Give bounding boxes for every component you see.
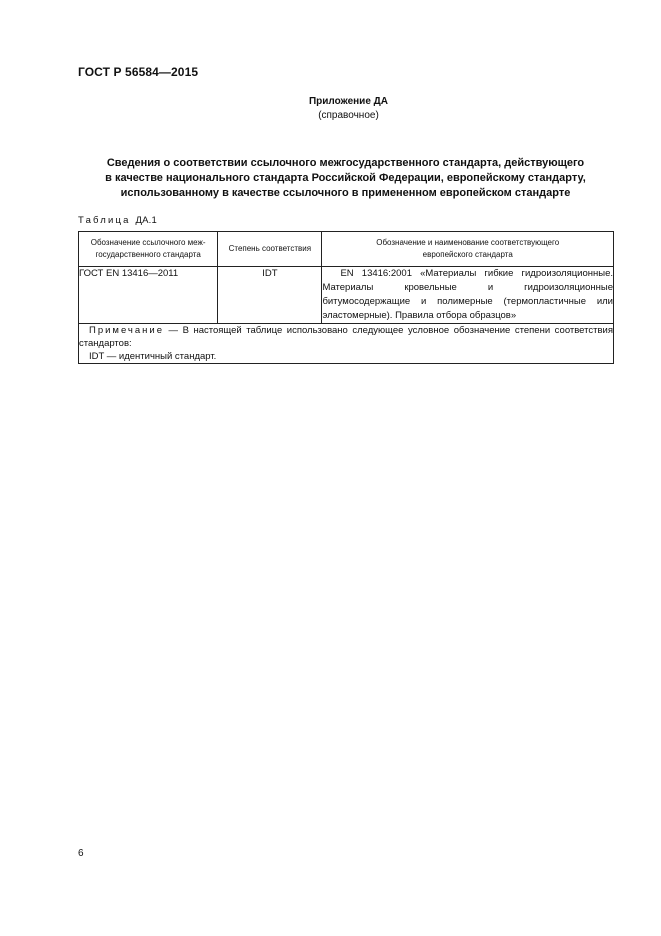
heading-line-3: использованному в качестве ссылочного в примененном европейском стандарте bbox=[120, 187, 571, 199]
note-text-block bbox=[79, 324, 613, 350]
note-legend: IDT — идентичный стандарт. bbox=[89, 351, 217, 362]
header-european-text: Обозначение и наименование соответствующего европейского стандарта bbox=[376, 238, 560, 259]
note-text: В настоящей таблице использовано следующее условное обозначение степени соответствия стандартов: bbox=[79, 325, 613, 349]
table-header-row bbox=[79, 232, 614, 267]
heading-line-2: в качестве национального стандарта Российской Федерации, европейскому стандарту, bbox=[105, 172, 586, 184]
table-caption bbox=[78, 215, 157, 226]
table-note-row bbox=[79, 324, 614, 364]
table-note bbox=[79, 324, 614, 364]
table-caption-number: ДА.1 bbox=[135, 215, 157, 226]
note-dash: — bbox=[164, 325, 183, 336]
table-caption-label: Таблица bbox=[78, 215, 131, 226]
cell-european: EN 13416:2001 «Материалы гибкие гидроизоляционные. Материалы кровельные и гидроизоляционные битумосодержащие и полимерные (термопластичные или эластомерные). Правила отбора образцов» bbox=[322, 267, 614, 324]
note-label: Примечание bbox=[89, 325, 164, 336]
header-designation bbox=[79, 232, 218, 267]
section-heading bbox=[78, 156, 613, 201]
appendix-block bbox=[0, 95, 661, 123]
document-code: ГОСТ Р 56584—2015 bbox=[78, 65, 199, 79]
correspondence-table bbox=[78, 231, 614, 364]
header-designation-text: Обозначение ссылочного меж- государственного стандарта bbox=[90, 238, 206, 259]
appendix-subtitle: (справочное) bbox=[318, 110, 379, 121]
header-degree bbox=[218, 232, 322, 267]
cell-designation: ГОСТ EN 13416—2011 bbox=[79, 267, 218, 324]
header-degree-text: Степень соответствия bbox=[228, 244, 312, 253]
page-number: 6 bbox=[78, 848, 84, 859]
table-row bbox=[79, 267, 614, 324]
appendix-title: Приложение ДА bbox=[308, 96, 389, 107]
cell-degree: IDT bbox=[218, 267, 322, 324]
heading-line-1: Сведения о соответствии ссылочного межгосударственного стандарта, действующего bbox=[106, 157, 585, 169]
header-european bbox=[322, 232, 614, 267]
